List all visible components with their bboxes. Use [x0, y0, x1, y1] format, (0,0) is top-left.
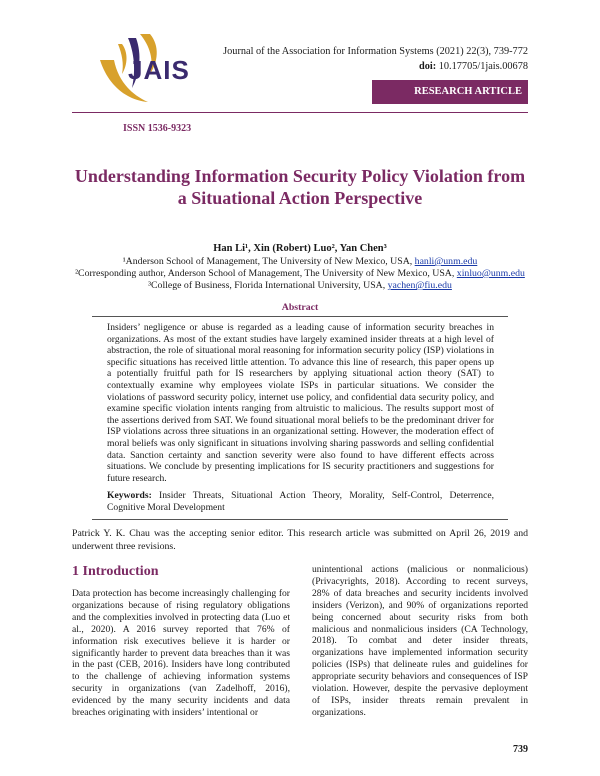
section-heading: 1 Introduction	[72, 564, 159, 579]
title-line-2: a Situational Action Perspective	[177, 188, 423, 208]
affiliation-3	[60, 280, 540, 291]
header-divider	[72, 112, 528, 113]
keywords	[107, 490, 494, 514]
article-type-label: RESEARCH ARTICLE	[414, 86, 522, 97]
doi-value: 10.17705/1jais.00678	[438, 61, 528, 72]
email-link[interactable]: hanli@unm.edu	[414, 256, 478, 267]
keywords-divider	[92, 519, 508, 520]
email-link[interactable]: yachen@fiu.edu	[387, 280, 452, 291]
doi-label: doi:	[419, 61, 437, 72]
affiliation-2	[60, 268, 540, 279]
intro-column-right: unintentional actions (malicious or nonmalicious) (Privacyrights, 2018). According to recent surveys, 28% of data breaches and security incidents involved insiders (Verizon), and 90% of organizations reported being concerned about security risks from both malicious and nonmalicious insiders (CA Technology, 2018). To combat and deter insider threats, organizations have implemented information security policies (ISPs) that delineate rules and guidelines for appropriate security behaviors and consequences of ISP violation. However, despite the pervasive deployment of ISPs, insider threats remain prevalent in organizations.	[312, 564, 528, 718]
abstract-text: Insiders’ negligence or abuse is regarded as a leading cause of information security breaches in organizations. As most of the extant studies have largely examined insider threats at a high level of abstraction, the role of situational moral reasoning for information security policy (ISP) violations in specific situations has received little attention. To advance this line of research, this paper opens up a potentially fruitful path for IS researchers by applying situational action theory (SAT) to contextually examine why employees violate ISPs in particular situations. We consider the violations of password security policy, internet use policy, and confidential data security policy, and examine specific violation intents ranging from altruistic to malicious. The results support most of the assertions derived from SAT. We found situational moral beliefs to be the predominant driver for ISP violations across three situations in an organizational setting. However, the moderation effect of moral beliefs was only significant in situations involving sharing passwords and selling confidential data. Sanction certainty and sanction severity were also found to have different effects across situations. We conclude by presenting implications for IS security practitioners and suggestions for future research.	[107, 322, 494, 484]
keywords-list: Insider Threats, Situational Action Theory, Morality, Self-Control, Deterrence, Cognitive Moral Development	[107, 490, 494, 513]
keywords-label: Keywords:	[107, 490, 152, 501]
logo-wordmark: JAIS	[128, 55, 190, 85]
title-line-1: Understanding Information Security Policy Violation from	[74, 166, 526, 186]
paper-title	[72, 165, 528, 209]
abstract-heading: Abstract	[281, 302, 319, 313]
article-type-banner	[372, 80, 528, 104]
page-number: 739	[513, 744, 528, 755]
affiliation-text: ¹Anderson School of Management, The University of New Mexico, USA,	[122, 256, 415, 267]
affiliation-1	[60, 256, 540, 267]
affiliation-text: ²Corresponding author, Anderson School of Management, The University of New Mexico, USA,	[75, 268, 457, 279]
author-list: Han Li¹, Xin (Robert) Luo², Yan Chen³	[213, 243, 387, 254]
editor-note: Patrick Y. K. Chau was the accepting senior editor. This research article was submitted on April 26, 2019 and underwent three revisions.	[72, 528, 528, 552]
email-link[interactable]: xinluo@unm.edu	[456, 268, 525, 279]
doi-line	[419, 61, 528, 72]
journal-citation: Journal of the Association for Information Systems (2021) 22(3), 739-772	[223, 46, 528, 57]
intro-column-left: Data protection has become increasingly challenging for organizations because of rising regulatory obligations and the complexities involved in protecting data (Luo et al., 2020). A 2016 survey reported that 76% of information risk executives believe it is harder or significantly harder to prevent data breaches than it was in the past (CEB, 2016). Insiders have long contributed to the challenge of achieving information systems security in organizations (van Zadelhoff, 2016), evidenced by the many security incidents and data breaches originating with insiders’ intentional or	[72, 588, 290, 719]
issn: ISSN 1536-9323	[123, 123, 192, 134]
abstract-divider	[92, 316, 508, 317]
affiliation-text: ³College of Business, Florida International University, USA,	[148, 280, 388, 291]
